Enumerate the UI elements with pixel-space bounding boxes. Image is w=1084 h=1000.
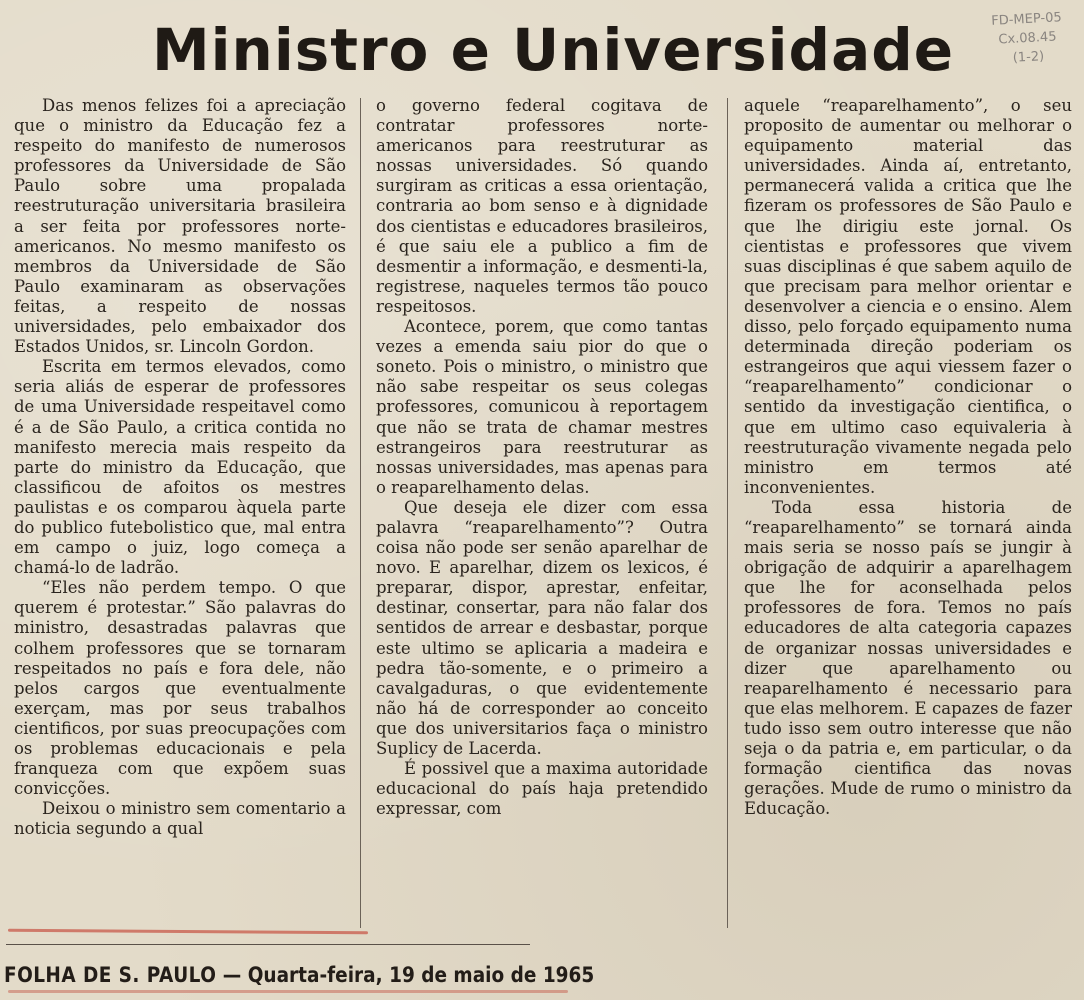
- footer-rule: [6, 944, 530, 945]
- paragraph: Deixou o ministro sem comentario a noticia segundo a qual: [14, 799, 346, 839]
- column-divider: [360, 98, 361, 928]
- publication-footer: [4, 958, 595, 992]
- paragraph: o governo federal cogitava de contratar professores norte-americanos para reestruturar as nossas universidades. Só quando surgiram as criticas a essa orientação, contraria ao bom senso e à dignidade dos cientistas e educadores brasileiros, é que saiu ele a publico a fim de desmentir a informação, e desmenti-la, registrese, naqueles termos tão pouco respeitosos.: [376, 96, 708, 316]
- red-underline-mark: [8, 990, 568, 993]
- paragraph: Que deseja ele dizer com essa palavra “reaparelhamento”? Outra coisa não pode ser senão aparelhar de novo. E aparelhar, dizem os lexicos, é preparar, dispor, aprestar, enfeitar, destinar, consertar, para não falar dos sentidos de arrear e desbastar, porque este ultimo se aplicaria a madeira e pedra tão-somente, e o primeiro a cavalgaduras, o que evidentemente não há de corresponder ao conceito que dos universitarios faça o ministro Suplicy de Lacerda.: [376, 497, 708, 758]
- publication-name: FOLHA DE S. PAULO: [4, 963, 217, 987]
- footer-separator: —: [216, 963, 248, 987]
- headline: Ministro e Universidade: [151, 16, 955, 84]
- archive-note-line: (1-2): [1012, 49, 1045, 66]
- article-column-1: [14, 96, 346, 936]
- paragraph: aquele “reaparelhamento”, o seu proposito de aumentar ou melhorar o equipamento material das universidades. Ainda aí, entretanto, permanecerá valida a critica que lhe fizeram os professores de São Paulo e que lhe dirigiu este jornal. Os cientistas e professores que vivem suas disciplinas é que sabem aquilo de que precisam para melhor orientar e desenvolver a ciencia e o ensino. Alem disso, pelo forçado equipamento numa determinada direção poderiam os estrangeiros que aqui viessem fazer o “reaparelhamento” condicionar o sentido da investigação cientifica, o que em ultimo caso equivaleria à reestruturação vivamente negada pelo ministro em termos até inconvenientes.: [744, 96, 1072, 497]
- article-column-3: [744, 96, 1072, 941]
- archive-note-line: Cx.08.45: [998, 29, 1057, 48]
- paragraph: Acontece, porem, que como tantas vezes a emenda saiu pior do que o soneto. Pois o ministro, o ministro que não sabe respeitar os seus colegas professores, comunicou à reportagem que não se trata de chamar mestres estrangeiros para reestruturar as nossas universidades, mas apenas para o reaparelhamento delas.: [376, 317, 708, 497]
- paragraph: É possivel que a maxima autoridade educacional do país haja pretendido expressar, com: [376, 759, 708, 819]
- paragraph: “Eles não perdem tempo. O que querem é protestar.” São palavras do ministro, desastradas palavras que colhem professores que se tornaram respeitados no país e fora dele, não pelos cargos que eventualmente exerçam, mas por seus trabalhos cientificos, por suas preocupações com os problemas educacionais e pela franqueza com que expõem suas convicções.: [14, 578, 346, 799]
- archive-note-line: FD-MEP-05: [990, 10, 1063, 29]
- article-column-2: [376, 96, 708, 941]
- column-divider: [727, 98, 728, 928]
- paragraph: Escrita em termos elevados, como seria aliás de esperar de professores de uma Universidade respeitavel como é a de São Paulo, a critica contida no manifesto merecia mais respeito da parte do ministro da Educação, que classificou de afoitos os mestres paulistas e os comparou àquela parte do publico futebolistico que, mal entra em campo o juiz, logo começa a chamá-lo de ladrão.: [14, 357, 346, 578]
- paragraph: Toda essa historia de “reaparelhamento” se tornará ainda mais seria se nosso país se jungir à obrigação de adquirir a aparelhagem que lhe for aconselhada pelos professores de fora. Temos no país educadores de alta categoria capazes de organizar nossas universidades e dizer que aparelhamento ou reaparelhamento é necessario para que elas melhorem. E capazes de fazer tudo isso sem outro interesse que não seja o da patria e, em particular, o da formação cientifica das novas gerações. Mude de rumo o ministro da Educação.: [744, 497, 1072, 819]
- publication-date: Quarta-feira, 19 de maio de 1965: [247, 963, 595, 987]
- archive-note: [974, 7, 1082, 69]
- paragraph: Das menos felizes foi a apreciação que o ministro da Educação fez a respeito do manifesto de numerosos professores da Universidade de São Paulo sobre uma propalada reestruturação universitaria brasileira a ser feita por professores norte-americanos. No mesmo manifesto os membros da Universidade de São Paulo examinaram as observações feitas, a respeito de nossas universidades, pelo embaixador dos Estados Unidos, sr. Lincoln Gordon.: [14, 96, 346, 357]
